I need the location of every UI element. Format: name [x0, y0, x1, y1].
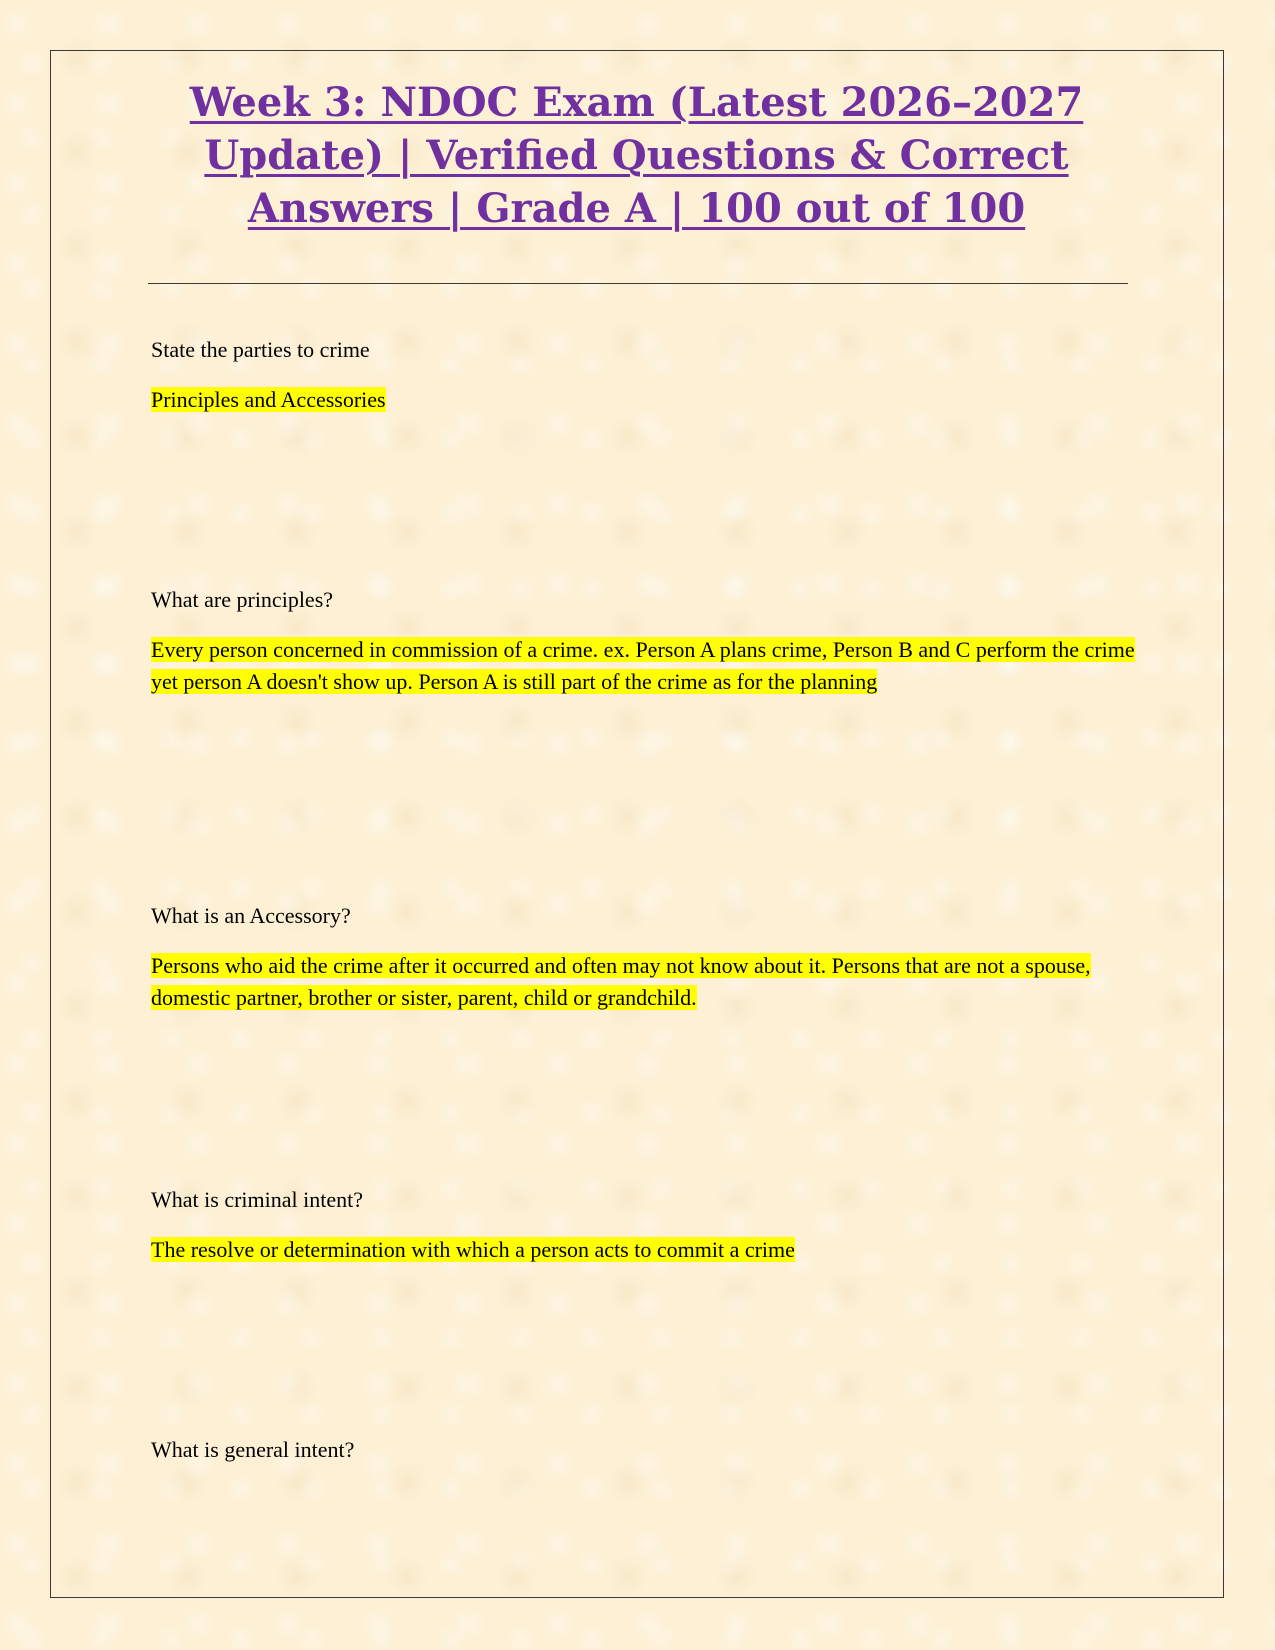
answer-1-highlight: Principles and Accessories	[151, 387, 386, 412]
question-3: What is an Accessory?	[151, 903, 351, 928]
answer-2	[151, 634, 1136, 698]
answer-4	[151, 1234, 1136, 1266]
answer-3	[151, 950, 1136, 1014]
title-divider	[148, 283, 1128, 284]
answer-1	[151, 384, 1136, 416]
question-5: What is general intent?	[151, 1437, 355, 1462]
question-2: What are principles?	[151, 587, 334, 612]
answer-4-highlight: The resolve or determination with which a person acts to commit a crime	[151, 1237, 795, 1262]
answer-3-highlight: Persons who aid the crime after it occurred and often may not know about it. Persons that are not a spouse, domestic partner, brother or sister, parent, child or grandchild.	[151, 953, 1091, 1010]
question-1: State the parties to crime	[151, 337, 370, 362]
answer-2-highlight: Every person concerned in commission of a crime. ex. Person A plans crime, Person B and C perform the crime yet person A doesn't show up. Person A is still part of the crime as for the planning	[151, 637, 1135, 694]
question-4: What is criminal intent?	[151, 1187, 363, 1212]
document-title: Week 3: NDOC Exam (Latest 2026–2027 Update) | Verified Questions & Correct Answers | Grade A | 100 out of 100	[189, 79, 1084, 232]
